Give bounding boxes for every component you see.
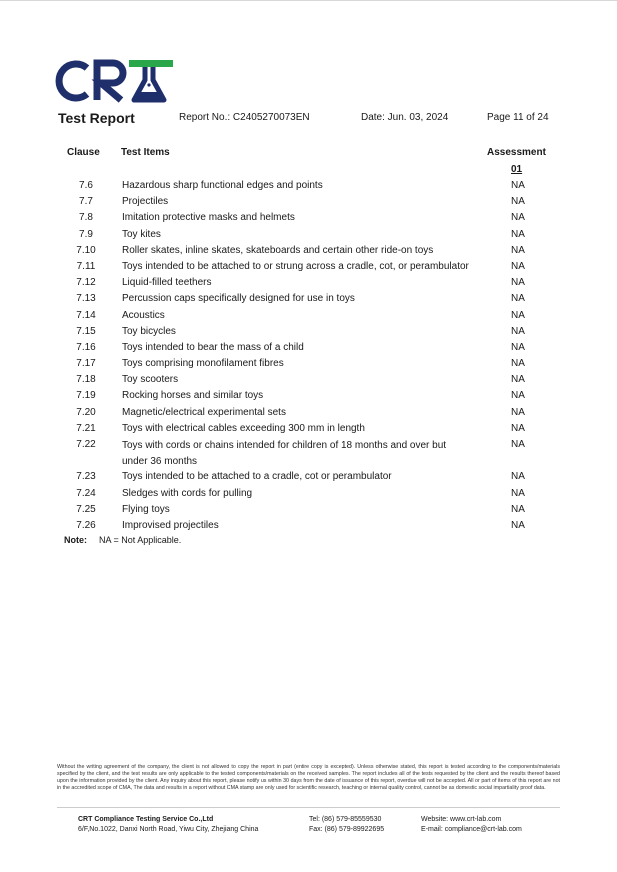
assessment-sample-number: 01 xyxy=(511,164,523,175)
clause-number: 7.16 xyxy=(76,341,96,353)
page-number: Page 11 of 24 xyxy=(487,112,549,123)
clause-number: 7.19 xyxy=(76,390,96,402)
email: E-mail: compliance@crt-lab.com xyxy=(421,826,522,833)
disclaimer-text: Without the writing agreement of the company, the client is not allowed to copy the report in part (entire copy is excepted). Unless otherwise stated, this report is tested according to the components/materials specified by the client, and the test results are only applicable to the tested components/materials on the received samples. The report includes all of the tests requested by the client and the results thereof based upon the information provided by the client. Any inquiry about this report, please notify us within 30 days from the date of issuance of this report, overdue will not be accepted. All or part of items of this report are not in the accredited scope of CMA, The data and results in a report without CMA stamp are only used for scientific research, teaching or internal quality control, cannot be as domestic social impartiality proof data. xyxy=(57,764,560,791)
clause-number: 7.12 xyxy=(76,277,96,289)
table-row xyxy=(0,502,617,518)
top-divider xyxy=(0,0,617,1)
clause-number: 7.17 xyxy=(76,358,96,370)
report-date: Date: Jun. 03, 2024 xyxy=(361,112,449,123)
table-row xyxy=(0,291,617,307)
test-item: Magnetic/electrical experimental sets xyxy=(122,406,286,418)
test-item: Sledges with cords for pulling xyxy=(122,487,253,499)
table-row xyxy=(0,340,617,356)
test-item: Toy scooters xyxy=(122,374,179,386)
test-item: Flying toys xyxy=(122,503,170,515)
note-text: NA = Not Applicable. xyxy=(99,535,182,545)
footer-divider xyxy=(57,807,560,808)
crt-logo xyxy=(53,58,175,104)
test-item: Toys with electrical cables exceeding 300 mm in length xyxy=(122,422,365,434)
test-item: Projectiles xyxy=(122,196,169,208)
assessment-result: NA xyxy=(511,228,525,240)
clause-number: 7.9 xyxy=(79,228,93,240)
test-item: Imitation protective masks and helmets xyxy=(122,212,295,224)
clause-number: 7.20 xyxy=(76,406,96,418)
table-row xyxy=(0,243,617,259)
test-item: Toys with cords or chains intended for children of 18 months and over but under 36 months xyxy=(122,440,447,467)
website: Website: www.crt-lab.com xyxy=(421,816,502,823)
table-row xyxy=(0,405,617,421)
table-row xyxy=(0,259,617,275)
clause-number: 7.6 xyxy=(79,180,93,191)
test-item: Rocking horses and similar toys xyxy=(122,390,264,402)
clause-number: 7.18 xyxy=(76,374,96,386)
assessment-result: NA xyxy=(511,196,525,208)
table-row xyxy=(0,227,617,243)
table-row xyxy=(0,210,617,226)
assessment-result: NA xyxy=(511,471,525,483)
company-address: 6/F,No.1022, Danxi North Road, Yiwu City, Zhejiang China xyxy=(78,826,259,833)
assessment-result: NA xyxy=(511,390,525,402)
test-item: Toys intended to be attached to a cradle, cot or perambulator xyxy=(122,471,392,483)
footer-company-block xyxy=(78,815,258,835)
assessment-result: NA xyxy=(511,325,525,337)
clause-number: 7.14 xyxy=(76,309,96,321)
telephone: Tel: (86) 579-85559530 xyxy=(309,816,382,823)
assessment-result: NA xyxy=(511,422,525,434)
assessment-result: NA xyxy=(511,439,525,450)
test-item: Roller skates, inline skates, skateboards and certain other ride-on toys xyxy=(122,244,434,256)
clause-number: 7.22 xyxy=(76,439,96,450)
table-row xyxy=(0,421,617,437)
clause-column-header: Clause xyxy=(67,147,100,158)
assessment-result: NA xyxy=(511,212,525,224)
table-row xyxy=(0,437,617,469)
assessment-result: NA xyxy=(511,374,525,386)
clause-number: 7.26 xyxy=(76,519,96,531)
test-item: Toys comprising monofilament fibres xyxy=(122,358,284,370)
test-item: Toy bicycles xyxy=(122,325,176,337)
test-items-column-header: Test Items xyxy=(121,147,170,158)
table-row xyxy=(0,308,617,324)
table-row xyxy=(0,469,617,485)
assessment-result: NA xyxy=(511,503,525,515)
report-number: Report No.: C2405270073EN xyxy=(179,112,310,123)
fax: Fax: (86) 579-89922695 xyxy=(309,826,385,833)
clause-number: 7.10 xyxy=(76,244,96,256)
footer-phone-block xyxy=(309,815,384,835)
clause-number: 7.25 xyxy=(76,503,96,515)
clause-number: 7.8 xyxy=(79,212,93,224)
table-row xyxy=(0,324,617,340)
test-items-table xyxy=(0,178,617,534)
assessment-result: NA xyxy=(511,406,525,418)
clause-number: 7.23 xyxy=(76,471,96,483)
company-name: CRT Compliance Testing Service Co.,Ltd xyxy=(78,816,214,823)
clause-number: 7.7 xyxy=(79,196,93,208)
test-item: Acoustics xyxy=(122,309,165,321)
assessment-result: NA xyxy=(511,277,525,289)
assessment-result: NA xyxy=(511,358,525,370)
note xyxy=(64,535,181,545)
test-item: Toy kites xyxy=(122,228,161,240)
clause-number: 7.24 xyxy=(76,487,96,499)
assessment-result: NA xyxy=(511,293,525,305)
assessment-result: NA xyxy=(511,487,525,499)
assessment-result: NA xyxy=(511,244,525,256)
assessment-result: NA xyxy=(511,180,525,191)
clause-number: 7.21 xyxy=(76,422,96,434)
assessment-column-header: Assessment xyxy=(487,147,546,158)
table-row xyxy=(0,486,617,502)
test-item: Hazardous sharp functional edges and points xyxy=(122,180,323,191)
assessment-result: NA xyxy=(511,519,525,531)
clause-number: 7.13 xyxy=(76,293,96,305)
table-row xyxy=(0,356,617,372)
table-row xyxy=(0,372,617,388)
test-item: Toys intended to bear the mass of a child xyxy=(122,341,304,353)
table-row xyxy=(0,178,617,194)
test-item: Liquid-filled teethers xyxy=(122,277,212,289)
note-label: Note: xyxy=(64,535,87,545)
assessment-result: NA xyxy=(511,309,525,321)
test-item: Toys intended to be attached to or strung across a cradle, cot, or perambulator xyxy=(122,260,469,272)
table-row xyxy=(0,275,617,291)
clause-number: 7.11 xyxy=(76,260,96,272)
table-row xyxy=(0,518,617,534)
footer-web-block xyxy=(421,815,522,835)
test-item: Percussion caps specifically designed for use in toys xyxy=(122,293,355,305)
assessment-result: NA xyxy=(511,260,525,272)
table-row xyxy=(0,388,617,404)
report-title: Test Report xyxy=(58,110,135,126)
test-item: Improvised projectiles xyxy=(122,519,219,531)
assessment-result: NA xyxy=(511,341,525,353)
table-row xyxy=(0,194,617,210)
clause-number: 7.15 xyxy=(76,325,96,337)
